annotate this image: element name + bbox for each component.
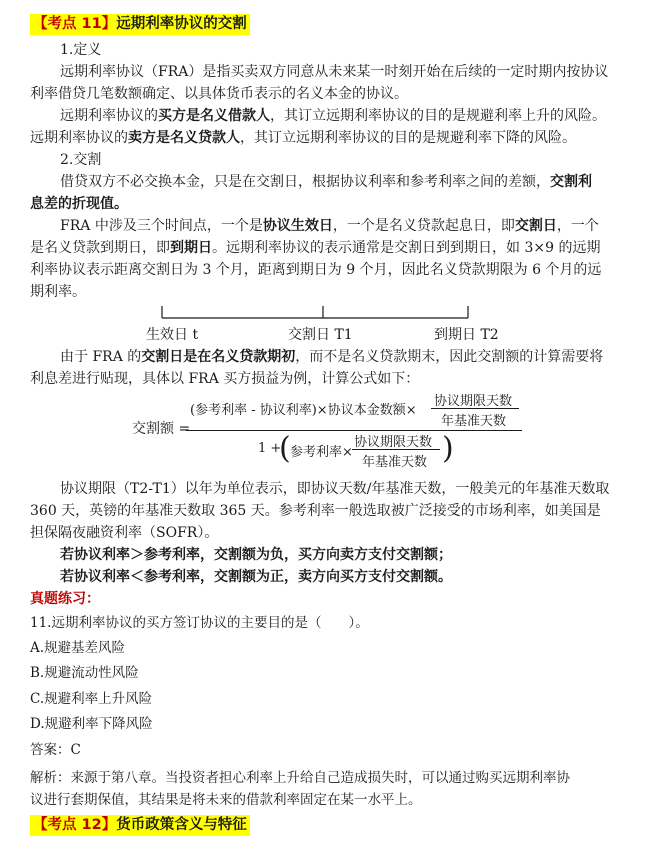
text-span: ，一个是名义贷款起息日，即 [332, 218, 515, 234]
paragraph-line: 期利率。 [30, 284, 86, 300]
formula-den-one: 1 + [258, 441, 282, 456]
bold-text: 到期日 [170, 240, 212, 256]
paragraph-line: 远期利率协议（FRA）是指买卖双方同意从未来某一时刻开始在后续的一定时期内按协议 [60, 64, 609, 80]
bold-text: 交割日 [514, 218, 557, 234]
formula-den-ref: 参考利率× [290, 445, 353, 460]
text-span: FRA 中涉及三个时间点，一个是 [60, 218, 263, 234]
section-title: 货币政策含义与特征 [116, 817, 247, 833]
formula-num-frac-top: 协议期限天数 [434, 394, 513, 409]
formula-lhs: 交割额 = [132, 421, 191, 437]
option-d: D.规避利率下降风险 [30, 716, 153, 732]
section-heading-12 [30, 815, 250, 836]
formula-den-right-paren: ) [442, 431, 454, 466]
paragraph-line [30, 127, 625, 149]
formula-den-frac-bar [352, 449, 440, 450]
paragraph-line: 利率借贷几笔数额确定、以具体货币表示的名义本金的协议。 [30, 86, 408, 102]
formula-den-frac-bottom: 年基准天数 [362, 455, 428, 470]
text-span: 由于 FRA 的 [60, 349, 142, 365]
option-c: C.规避利率上升风险 [30, 691, 153, 707]
bold-rule-positive: 若协议利率＜参考利率，交割额为正，卖方向买方支付交割额。 [60, 569, 452, 585]
paragraph-line: 利率协议表示距离交割日为 3 个月，距离到期日为 9 个月，因此名义贷款期限为 6 个月的远 [30, 262, 602, 278]
timeline-label-delivery: 交割日 T1 [288, 327, 353, 343]
answer-line: 答案：C [30, 742, 81, 758]
text-span: 借贷双方不必交换本金，只是在交割日，根据协议利率和参考利率之间的差额， [60, 174, 550, 190]
formula-den-left-paren: ( [279, 431, 291, 466]
analysis-line: 解析：来源于第八章。当投资者担心利率上升给自己造成损失时，可以通过购买远期利率协 [30, 770, 570, 786]
text-span: 远期利率协议的 [60, 108, 158, 124]
timeline-label-effective: 生效日 t [146, 327, 199, 343]
formula-num-frac-bar [431, 408, 519, 409]
paragraph-line: 协议期限（T2-T1）以年为单位表示，即协议天数/年基准天数，一般美元的年基准天数取 [60, 481, 610, 497]
section-heading-11 [30, 14, 250, 35]
text-span: 远期利率协议的 [30, 130, 128, 146]
section-tag: 【考点 12】 [33, 817, 117, 833]
bold-text: 交割利 [550, 174, 592, 190]
text-span: 是名义贷款到期日，即 [30, 240, 170, 256]
text-span: ，其订立远期利率协议的目的是规避利率下降的风险。 [240, 130, 576, 146]
section-tag: 【考点 11】 [33, 16, 117, 32]
text-span: ，其订立远期利率协议的目的是规避利率上升的风险。 [270, 108, 606, 124]
bold-text: 卖方是名义贷款人 [128, 130, 240, 146]
paragraph-line [60, 171, 625, 193]
bold-text: 交割日是在名义贷款期初 [141, 349, 296, 365]
paragraph-line: 担保隔夜融资利率（SOFR）。 [30, 525, 219, 541]
formula-num-frac-bottom: 年基准天数 [441, 414, 507, 429]
paragraph-line: 利息差进行贴现，具体以 FRA 买方损益为例，计算公式如下： [30, 371, 420, 387]
bold-text: 协议生效日 [262, 218, 333, 234]
timeline-label-maturity: 到期日 T2 [434, 327, 499, 343]
paragraph-line [60, 215, 625, 237]
option-b: B.规避流动性风险 [30, 665, 139, 681]
bold-text: 息差的折现值。 [30, 196, 128, 212]
paragraph-line: 360 天，英镑的年基准天数取 365 天。参考利率一般选取被广泛接受的市场利率，如美国是 [30, 503, 601, 519]
formula-den-frac-top: 协议期限天数 [354, 435, 433, 450]
analysis-line: 议进行套期保值，其结果是将未来的借款利率固定在某一水平上。 [30, 792, 422, 808]
paragraph-line [60, 346, 625, 368]
bold-text: 买方是名义借款人 [158, 108, 270, 124]
practice-label: 真题练习： [30, 591, 100, 607]
section-title: 远期利率协议的交割 [116, 16, 247, 32]
paragraph-line [30, 193, 625, 215]
paragraph-line [30, 237, 625, 259]
subheading-delivery: 2.交割 [60, 152, 102, 168]
text-span: ，一个 [556, 218, 599, 234]
formula-numerator: (参考利率 - 协议利率)×协议本金数额× [190, 403, 417, 418]
subheading-definition: 1.定义 [60, 42, 102, 58]
text-span: ，而不是名义贷款期末，因此交割额的计算需要将 [295, 349, 604, 365]
text-span: 。远期利率协议的表示通常是交割日到到期日，如 3×9 的远期 [212, 240, 601, 256]
bold-rule-negative: 若协议利率＞参考利率，交割额为负，买方向卖方支付交割额； [60, 547, 452, 563]
paragraph-line [60, 105, 625, 127]
practice-question: 11.远期利率协议的买方签订协议的主要目的是（ ）。 [30, 615, 369, 631]
option-a: A.规避基差风险 [30, 640, 126, 656]
